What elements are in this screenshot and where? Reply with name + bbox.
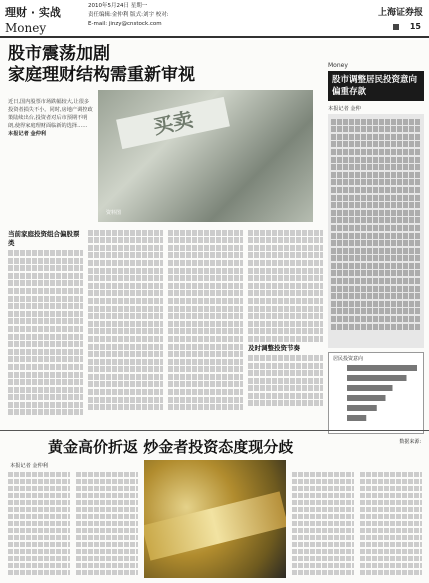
sidebar-article [328, 62, 424, 445]
photo-caption: 资料图 [106, 210, 122, 216]
sidebar-chart [328, 352, 424, 445]
headline-line-1: 股市震荡加剧 [8, 44, 110, 64]
bottom-byline: 本报记者 金仲利 [10, 463, 48, 469]
sidebar-tag: Money [328, 62, 348, 69]
chart-bar [347, 405, 377, 411]
headline-line-2: 家庭理财结构需重新审视 [8, 65, 195, 85]
chart-bar [347, 415, 366, 421]
bottom-column-3 [292, 470, 354, 578]
section-title: 理财 · 实战 [5, 6, 61, 19]
chart-title: 居民投资意向 [333, 356, 364, 362]
chart-bar [347, 385, 393, 391]
meta-date: 2010年5月24日 星期一 [88, 3, 148, 9]
chart-source: 数据来源: [399, 439, 421, 445]
article-column-1 [8, 228, 83, 418]
chart-bar [347, 395, 386, 401]
subhead-1: 当前家庭投资组合偏股票类 [8, 230, 80, 247]
lede-paragraph [8, 98, 94, 138]
header-rule [0, 36, 429, 38]
header-meta [88, 2, 318, 29]
subhead-2: 及时调整投资节奏 [248, 343, 300, 352]
column-name: Money [5, 21, 47, 35]
chart-plot [331, 363, 421, 429]
lede-text: 近日,国内股票市场跌幅较大,让很多投资者损失不小。同时,房地产调控政策陆续出台,投资者对后市预期不明朗,使得家庭理财面临新的选择…… [8, 99, 93, 129]
bottom-headline: 黄金高价折返 炒金者投资态度现分歧 [48, 438, 294, 456]
page-header [0, 0, 429, 40]
bottom-column-2 [76, 470, 138, 578]
page-flag-icon [393, 24, 399, 30]
article-column-4 [248, 228, 323, 418]
section-divider [0, 430, 429, 431]
photo-sign: 买卖 [116, 97, 230, 149]
sidebar-author: 本报记者 金仲 [328, 106, 361, 112]
newspaper-logo: 上海证券报 [377, 8, 423, 18]
article-column-2 [88, 228, 163, 418]
sidebar-body [328, 114, 424, 348]
main-headline [8, 44, 248, 86]
lede-byline: 本报记者 金仲利 [8, 131, 47, 137]
meta-email: E-mail: jinzy@cnstock.com [88, 21, 162, 27]
bottom-column-4 [360, 470, 422, 578]
sidebar-title: 股市调整居民投资意向偏重存款 [328, 71, 424, 101]
bottom-column-1 [8, 470, 70, 578]
meta-editor: 责任编辑:金仲利 版式:刘宇 校对: [88, 12, 169, 18]
gold-bar-image [144, 460, 286, 578]
chart-bar [347, 375, 407, 381]
chart-bar [347, 365, 417, 371]
article-column-3 [168, 228, 243, 418]
gold-bar-shape [144, 491, 286, 560]
article-photo [98, 90, 313, 222]
page-number: 15 [409, 22, 421, 31]
